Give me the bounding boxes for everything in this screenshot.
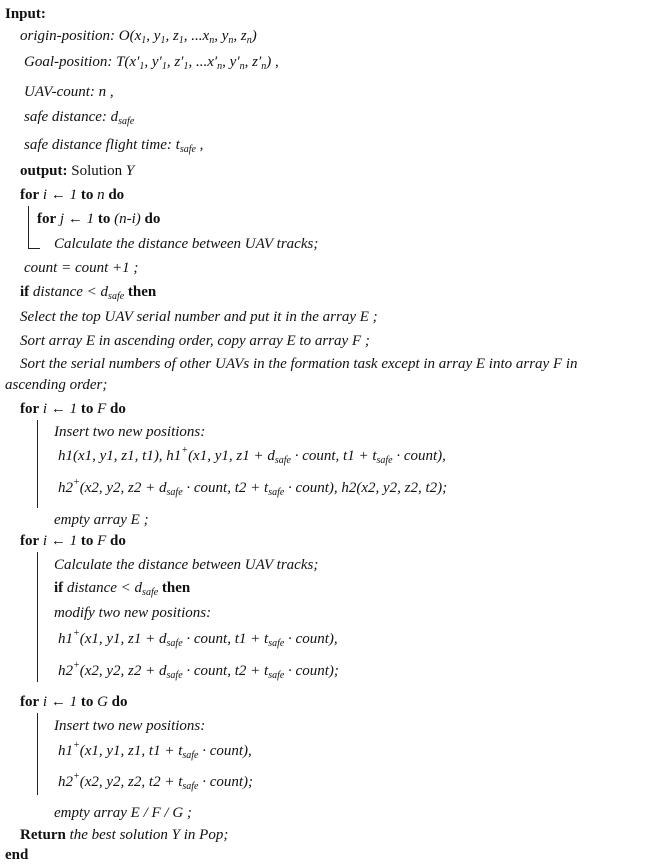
for-keyword: for [20,533,40,549]
sort-other-d: F [552,356,563,372]
sort-d: F ; [351,333,370,349]
empty-E-line [54,511,149,529]
loop-assign: i ← 1 [42,187,78,203]
calc-distance-2: Calculate the distance between UAV tracks; [54,557,319,573]
sort-other-line [20,355,578,373]
to-keyword: to [97,211,111,227]
loop-assign: j ← 1 [59,211,95,227]
for-keyword: for [37,211,57,227]
sort-array-line [20,332,370,350]
h1-line-b: h1+(x1, y1, $z1 + d_{safe}$ · count, $t1 + t_{safe}$ · count), [58,628,338,649]
safe-distance-line [24,108,134,126]
empty-EFG-text: empty array [54,805,127,821]
loop-assign: i ← 1 [42,694,78,710]
if-condition: distance < [32,284,97,300]
insert-two-2: Insert two new positions: [54,718,206,734]
empty-EFG-line [54,804,192,822]
if-distance-1 [20,283,156,301]
empty-E-text: empty array [54,512,127,528]
if-keyword: if [54,580,64,596]
loop-assign: i ← 1 [42,533,78,549]
for-loop-5 [20,693,128,711]
h1-line-a: h1(x1, y1, z1, t1), h1+(x1, y1, $z1 + d_{safe}$ · count, $t1 + t_{safe}$ · count), [58,445,446,466]
loop-bound: (n-i) [114,211,141,227]
goal-expr: $T(x'_1$, $y'_1$, $z'_1$, $...x'_n$, $y'_n$, $z'_n$) , [116,54,279,72]
sort-other-b: E [475,356,486,372]
h1-line-c: h1+(x1, y1, z1, $t1 + t_{safe}$ · count), [58,740,252,761]
to-keyword: to [80,533,94,549]
sort-other-a: Sort the serial numbers of other UAVs in the formation task except in array [20,356,473,372]
goal-label: Goal-position: [24,54,113,70]
do-keyword: do [110,533,126,549]
loop-bound-G: G [97,694,108,710]
loop-bound-n: n [97,187,105,203]
sort-b: E [85,333,96,349]
output-keyword: output: [20,163,68,179]
return-line [20,826,228,844]
calc-distance-1: Calculate the distance between UAV tracks; [54,236,319,252]
h2-line-c: h2+(x2, y2, z2, $t2 + t_{safe}$ · count); [58,771,254,792]
sort-a: Sort array [20,333,83,349]
block-bar [37,713,38,795]
d-safe-var: $d_{safe}$ [100,284,125,302]
safe-time-line [24,136,203,154]
h2-line-a: h2+(x2, y2, $z2 + d_{safe}$ · count, $t2 + t_{safe}$ · count), h2(x2, y2, z2, t2); [58,477,448,498]
return-text-b: in Pop; [183,827,229,843]
output-text: Solution [71,163,123,179]
sort-other-e: in [565,356,578,372]
for-loop-1 [20,186,124,204]
return-var: Y [171,827,180,843]
for-loop-4 [20,532,126,550]
for-keyword: for [20,401,40,417]
loop-assign: i ← 1 [42,401,78,417]
ascending-order-line: ascending order; [5,377,108,393]
end-keyword: end [5,847,29,863]
origin-position-line [20,27,257,45]
h2-line-b: h2+(x2, y2, $z2 + d_{safe}$ · count, $t2 + t_{safe}$ · count); [58,660,339,681]
safe-distance-label: safe distance: [24,109,107,125]
to-keyword: to [80,694,94,710]
do-keyword: do [111,694,128,710]
empty-EFG-var: E / F / G ; [130,805,192,821]
to-keyword: to [80,187,94,203]
select-top-text: Select the top UAV serial number and put it in the array [20,309,357,325]
block-bar [37,420,38,508]
return-keyword: Return [20,827,66,843]
origin-label: origin-position: [20,28,116,44]
count-increment: count = count +1 ; [24,260,139,276]
loop-bound-F: F [97,533,107,549]
uav-count-label: UAV-count: [24,84,95,100]
block-bar [37,552,38,682]
safe-time-label: safe distance flight time: [24,137,172,153]
if-condition: distance < [66,580,131,596]
for-keyword: for [20,694,40,710]
output-var: Y [125,163,135,179]
d-safe-var: $d_{safe}$ [134,580,159,598]
do-keyword: do [144,211,161,227]
to-keyword: to [80,401,94,417]
return-text-a: the best solution [69,827,168,843]
insert-two-1: Insert two new positions: [54,424,206,440]
origin-expr: $O(x_1$, $y_1$, $z_1$, $...x_n$, $y_n$, $z_n$) [118,28,257,46]
select-top-var: E ; [359,309,378,325]
output-line [20,162,134,180]
then-keyword: then [161,580,191,596]
for-loop-2 [37,210,160,228]
empty-E-var: E ; [130,512,149,528]
safe-distance-var: $d_{safe}$ [110,109,135,127]
for-keyword: for [20,187,40,203]
uav-count-line [24,83,114,101]
sort-other-c: into array [488,356,550,372]
block-bar [28,206,29,248]
for-loop-3 [20,400,126,418]
safe-time-var: $t_{safe}$ , [175,137,204,155]
loop-bound-F: F [97,401,107,417]
modify-two: modify two new positions: [54,605,212,621]
do-keyword: do [110,401,126,417]
do-keyword: do [108,187,125,203]
if-keyword: if [20,284,30,300]
input-label: Input: [5,6,46,22]
uav-count-var: n , [98,84,114,100]
if-distance-2 [54,579,190,597]
sort-c: in ascending order, copy array E to array [98,333,349,349]
goal-position-line [24,53,279,71]
block-end-tick [28,248,40,249]
select-top-line [20,308,378,326]
then-keyword: then [127,284,157,300]
